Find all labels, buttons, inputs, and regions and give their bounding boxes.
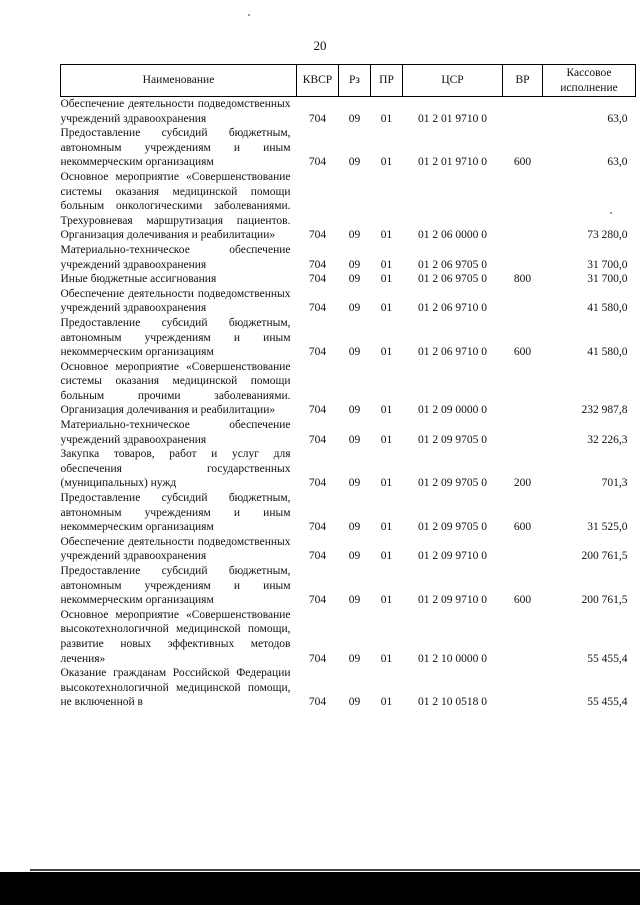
row-pr: 01	[380, 433, 393, 446]
row-csr: 01 2 10 0518 0	[418, 696, 487, 709]
row-csr: 01 2 06 9705 0	[418, 258, 487, 271]
table-row	[61, 564, 636, 608]
row-csr: 01 2 09 9710 0	[418, 594, 487, 607]
row-amount: 232 987,8	[581, 404, 628, 417]
row-pr: 01	[380, 696, 393, 709]
row-rz: 09	[348, 433, 361, 446]
row-rz: 09	[348, 404, 361, 417]
row-rz: 09	[348, 156, 361, 169]
table-row	[61, 126, 636, 170]
table-row	[61, 447, 636, 491]
table-header-row	[61, 65, 636, 97]
row-name: Материально-техническое обеспечение учреждений здравоохранения	[60, 419, 291, 446]
row-vr	[503, 418, 543, 447]
row-pr: 01	[380, 229, 393, 242]
row-rz: 09	[348, 112, 361, 125]
row-amount: 63,0	[607, 112, 628, 125]
row-kvsr: 704	[308, 696, 327, 709]
row-pr: 01	[380, 346, 393, 359]
row-pr: 01	[380, 302, 393, 315]
row-csr: 01 2 06 9710 0	[418, 302, 487, 315]
row-amount: 31 525,0	[587, 521, 628, 534]
table-row	[61, 666, 636, 710]
row-vr: 600	[513, 594, 532, 607]
header-pr: ПР	[371, 65, 403, 97]
table-row	[61, 535, 636, 564]
row-csr: 01 2 06 9705 0	[418, 273, 487, 286]
row-vr	[503, 535, 543, 564]
table-row	[61, 608, 636, 666]
row-kvsr: 704	[308, 346, 327, 359]
row-name: Предоставление субсидий бюджетным, автономным учреждениям и иным некоммерческим организациям	[60, 127, 291, 169]
row-name: Обеспечение деятельности подведомственных учреждений здравоохранения	[60, 287, 291, 315]
row-pr: 01	[380, 273, 393, 286]
table-row	[61, 360, 636, 418]
row-kvsr: 704	[308, 302, 327, 315]
scan-speck	[610, 212, 612, 214]
row-rz: 09	[348, 521, 361, 534]
row-kvsr: 704	[308, 594, 327, 607]
row-amount: 73 280,0	[587, 229, 628, 242]
row-amount: 41 580,0	[587, 302, 628, 315]
row-amount: 701,3	[601, 477, 628, 490]
scan-bottom-edge	[0, 872, 640, 905]
header-vr: ВР	[503, 65, 543, 97]
row-amount: 55 455,4	[587, 696, 628, 709]
row-vr: 200	[513, 477, 532, 490]
header-csr: ЦСР	[403, 65, 503, 97]
row-amount: 31 700,0	[587, 273, 628, 286]
row-kvsr: 704	[308, 550, 327, 563]
row-vr: 600	[513, 346, 532, 359]
row-kvsr: 704	[308, 477, 327, 490]
table-row	[61, 316, 636, 360]
table-row	[61, 287, 636, 316]
row-csr: 01 2 01 9710 0	[418, 156, 487, 169]
row-kvsr: 704	[308, 521, 327, 534]
row-amount: 32 226,3	[587, 433, 628, 446]
row-name: Обеспечение деятельности подведомственных учреждений здравоохранения	[60, 98, 291, 125]
row-pr: 01	[380, 652, 393, 665]
row-pr: 01	[380, 404, 393, 417]
page-number: 20	[313, 38, 327, 53]
table-row	[61, 97, 636, 127]
row-name: Обеспечение деятельности подведомственных учреждений здравоохранения	[60, 535, 291, 563]
row-csr: 01 2 09 0000 0	[418, 404, 487, 417]
row-name: Основное мероприятие «Совершенствование системы оказания медицинской помощи больным прочими заболеваниями. Организация долечивания и реабилитации»	[60, 360, 291, 417]
row-csr: 01 2 09 9710 0	[418, 550, 487, 563]
row-kvsr: 704	[308, 404, 327, 417]
row-name: Материально-техническое обеспечение учреждений здравоохранения	[60, 243, 291, 271]
row-kvsr: 704	[308, 258, 327, 271]
header-amount: Кассовое исполнение	[543, 65, 636, 97]
table-row	[61, 418, 636, 447]
row-pr: 01	[380, 112, 393, 125]
row-rz: 09	[348, 550, 361, 563]
row-csr: 01 2 10 0000 0	[418, 652, 487, 665]
table-row	[61, 491, 636, 535]
row-vr: 600	[513, 521, 532, 534]
row-csr: 01 2 06 0000 0	[418, 229, 487, 242]
header-name: Наименование	[61, 65, 297, 97]
row-pr: 01	[380, 258, 393, 271]
row-csr: 01 2 09 9705 0	[418, 521, 487, 534]
row-rz: 09	[348, 652, 361, 665]
row-kvsr: 704	[308, 229, 327, 242]
row-name: Закупка товаров, работ и услуг для обеспечения государственных (муниципальных) нужд	[60, 448, 291, 490]
row-csr: 01 2 06 9710 0	[418, 346, 487, 359]
row-rz: 09	[348, 346, 361, 359]
row-rz: 09	[348, 229, 361, 242]
header-rz: Рз	[339, 65, 371, 97]
row-pr: 01	[380, 550, 393, 563]
row-csr: 01 2 01 9710 0	[418, 112, 487, 125]
row-amount: 31 700,0	[587, 258, 628, 271]
row-name: Оказание гражданам Российской Федерации высокотехнологичной медицинской помощи, не включенной в	[60, 667, 291, 709]
row-name: Предоставление субсидий бюджетным, автономным учреждениям и иным некоммерческим организациям	[60, 565, 291, 607]
scan-speck	[248, 14, 250, 16]
row-vr	[503, 287, 543, 316]
row-name: Основное мероприятие «Совершенствование системы оказания медицинской помощи больным онкологическими заболеваниями. Трехуровневая маршрутизация пациентов. Организация долечивания и реабилитации»	[60, 170, 291, 242]
row-pr: 01	[380, 521, 393, 534]
row-rz: 09	[348, 477, 361, 490]
budget-execution-table	[60, 64, 636, 710]
row-pr: 01	[380, 594, 393, 607]
table-row	[61, 170, 636, 243]
row-kvsr: 704	[308, 433, 327, 446]
row-name: Предоставление субсидий бюджетным, автономным учреждениям и иным некоммерческим организациям	[60, 316, 291, 359]
row-kvsr: 704	[308, 652, 327, 665]
row-amount: 41 580,0	[587, 346, 628, 359]
row-amount: 63,0	[607, 156, 628, 169]
row-name: Предоставление субсидий бюджетным, автономным учреждениям и иным некоммерческим организациям	[60, 492, 291, 534]
header-kvsr: КВСР	[297, 65, 339, 97]
row-vr	[503, 360, 543, 418]
row-vr: 800	[513, 273, 532, 286]
table-body	[61, 97, 636, 710]
row-vr	[503, 170, 543, 243]
row-pr: 01	[380, 477, 393, 490]
row-vr	[503, 97, 543, 127]
row-vr	[503, 243, 543, 272]
row-kvsr: 704	[308, 112, 327, 125]
row-kvsr: 704	[308, 273, 327, 286]
row-vr: 600	[513, 156, 532, 169]
row-rz: 09	[348, 302, 361, 315]
row-rz: 09	[348, 594, 361, 607]
row-amount: 200 761,5	[581, 550, 628, 563]
row-rz: 09	[348, 258, 361, 271]
table-row	[61, 272, 636, 287]
row-kvsr: 704	[308, 156, 327, 169]
row-pr: 01	[380, 156, 393, 169]
table-row	[61, 243, 636, 272]
row-csr: 01 2 09 9705 0	[418, 433, 487, 446]
row-amount: 55 455,4	[587, 652, 628, 665]
row-rz: 09	[348, 273, 361, 286]
row-vr	[503, 666, 543, 710]
row-name: Иные бюджетные ассигнования	[60, 273, 217, 286]
row-vr	[503, 608, 543, 666]
row-csr: 01 2 09 9705 0	[418, 477, 487, 490]
row-name: Основное мероприятие «Совершенствование высокотехнологичной медицинской помощи, развитие новых эффективных методов лечения»	[60, 608, 291, 665]
row-amount: 200 761,5	[581, 594, 628, 607]
row-rz: 09	[348, 696, 361, 709]
